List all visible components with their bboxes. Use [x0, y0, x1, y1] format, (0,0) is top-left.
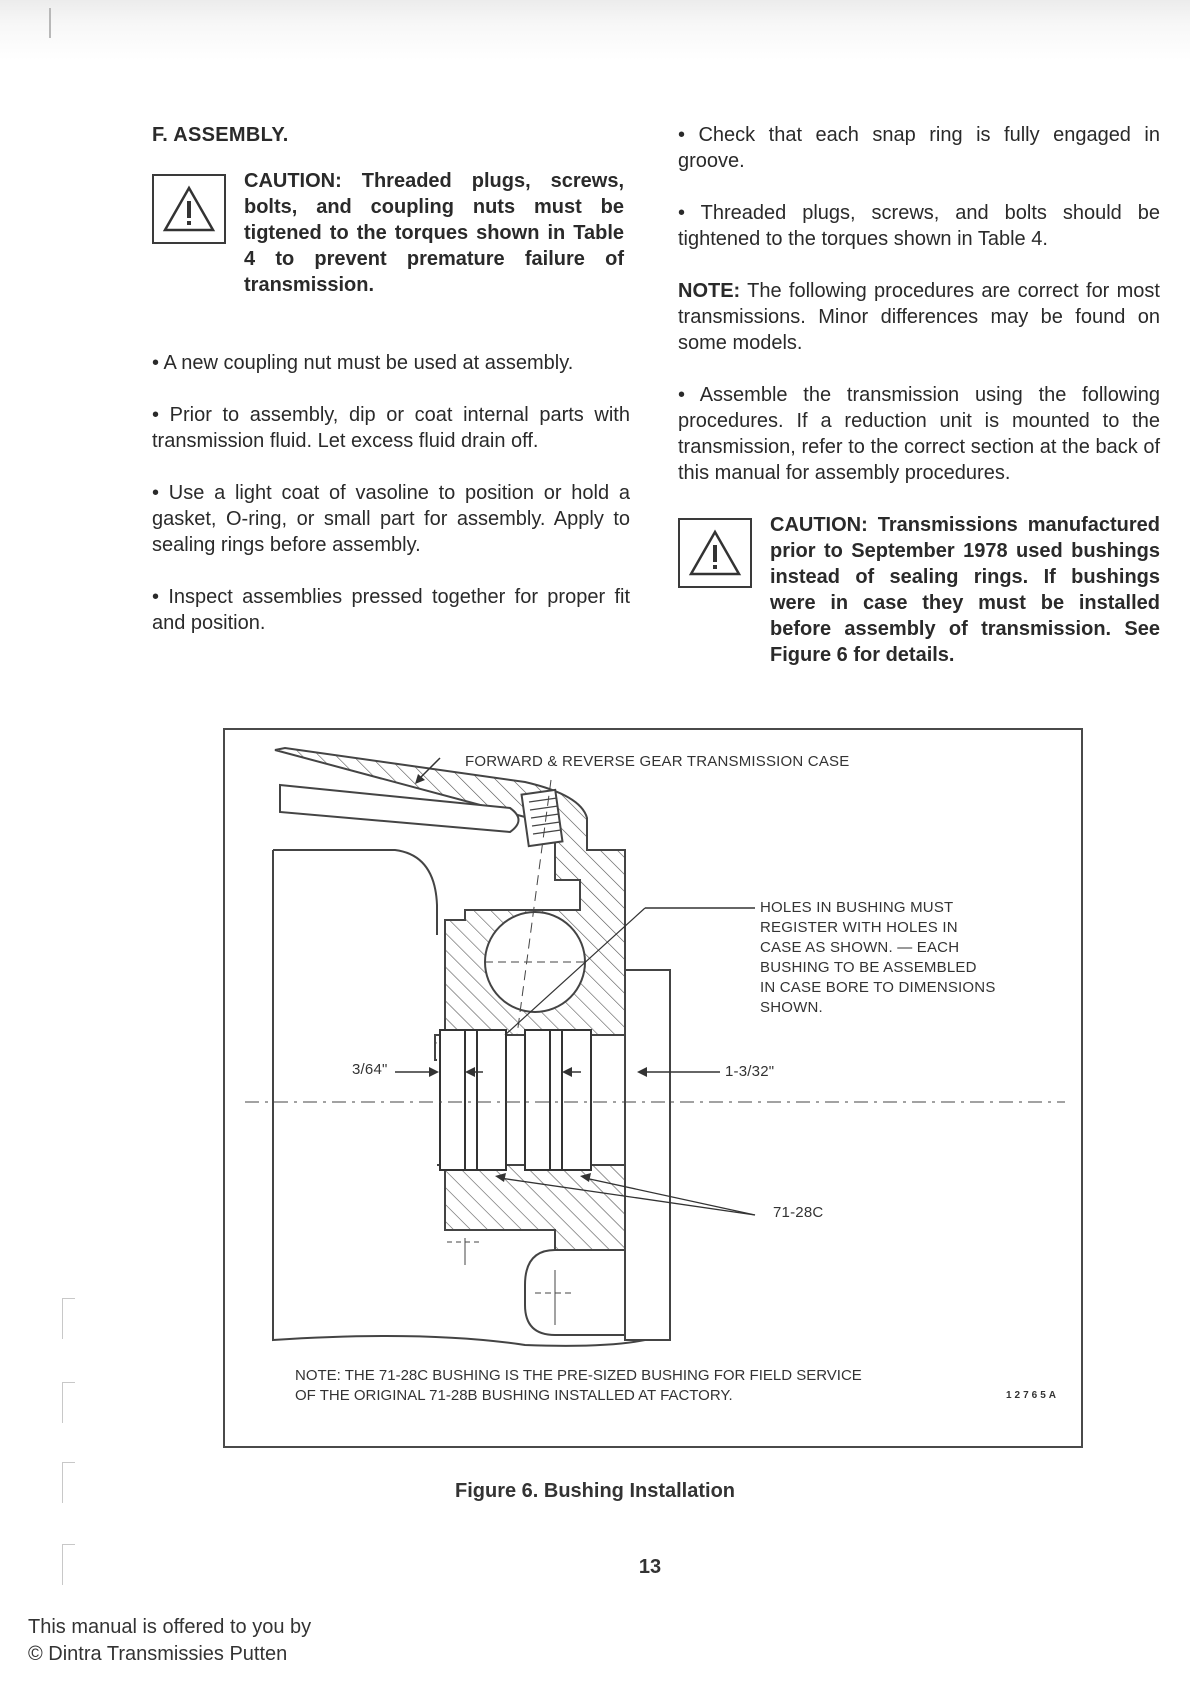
note-paragraph: [678, 278, 1160, 356]
shaft: [625, 970, 670, 1340]
figure-caption: Figure 6. Bushing Installation: [454, 1480, 736, 1502]
page-number: 13: [638, 1556, 662, 1578]
binder-mark: [62, 1382, 75, 1423]
note-text: The following procedures are correct for most transmissions. Minor differences may be found on some models.: [678, 280, 1160, 354]
caution-block: [152, 168, 630, 298]
footer-line: This manual is offered to you by: [28, 1616, 312, 1638]
bullet-item: • Assemble the transmission using the following procedures. If a reduction unit is mounted to the transmission, refer to the correct section at the back of this manual for assembly procedures.: [678, 384, 1160, 484]
footer-credit: [28, 1614, 311, 1668]
bullet-item: • Use a light coat of vasoline to position or hold a gasket, O-ring, or small part for assembly. Apply to sealing rings before assembly.: [152, 482, 630, 556]
bullet-item: • A new coupling nut must be used at assembly.: [152, 352, 574, 374]
holes-note-label: HOLES IN BUSHING MUST REGISTER WITH HOLES IN CASE AS SHOWN. — EACH BUSHING TO BE ASSEMBLED IN CASE BORE TO DIMENSIONS SHOWN.: [760, 899, 996, 1016]
bullet-item: • Inspect assemblies pressed together for proper fit and position.: [152, 586, 630, 634]
dimension-right: 1-3/32": [725, 1063, 775, 1080]
scan-top-shadow: [0, 0, 1190, 60]
figure-code: 12765A: [1005, 1390, 1059, 1401]
case-label: FORWARD & REVERSE GEAR TRANSMISSION CASE: [465, 753, 850, 770]
dimension-left: 3/64": [352, 1061, 388, 1078]
right-column: [678, 122, 1160, 668]
binder-edge-line: [49, 8, 51, 38]
caution-text: CAUTION: Threaded plugs, screws, bolts, and coupling nuts must be tigtened to the torques shown in Table 4 to prevent premature failure of transmission.: [244, 170, 624, 296]
note-label: NOTE:: [678, 280, 741, 302]
section-heading: F. ASSEMBLY.: [152, 124, 289, 146]
caution-text: CAUTION: Transmissions manufactured prior to September 1978 used bushings instead of sealing rings. If bushings were in case they must be installed before assembly of transmission. See Figure 6 for details.: [770, 514, 1160, 666]
bullet-item: • Check that each snap ring is fully engaged in groove.: [678, 124, 1160, 172]
figure-note: NOTE: THE 71-28C BUSHING IS THE PRE-SIZED BUSHING FOR FIELD SERVICE OF THE ORIGINAL 71-28B BUSHING INSTALLED AT FACTORY.: [295, 1367, 862, 1404]
binder-mark: [62, 1298, 75, 1339]
footer-line: © Dintra Transmissies Putten: [28, 1643, 288, 1665]
part-number-label: 71-28C: [773, 1204, 824, 1221]
warning-triangle-icon: [152, 174, 226, 244]
warning-triangle-icon: [678, 518, 752, 588]
left-column: [152, 122, 630, 662]
caution-block: [678, 512, 1160, 668]
case-inner-contour: [273, 850, 437, 935]
bullet-item: • Threaded plugs, screws, and bolts should be tightened to the torques shown in Table 4.: [678, 202, 1160, 250]
bullet-item: • Prior to assembly, dip or coat internal parts with transmission fluid. Let excess fluid drain off.: [152, 404, 630, 452]
figure-bushing-installation: [223, 728, 1083, 1448]
bushing-diagram: [225, 730, 1085, 1450]
